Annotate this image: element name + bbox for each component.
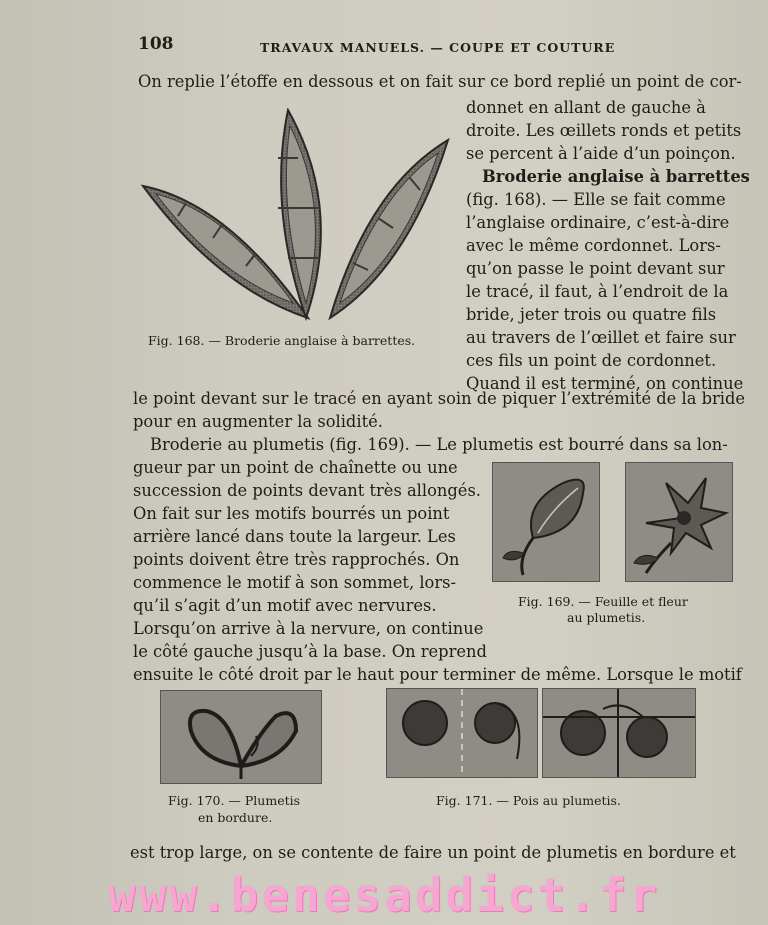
- leaf-right: [330, 140, 448, 318]
- text-line: ces fils un point de cordonnet.: [466, 351, 717, 370]
- section-heading: Broderie anglaise à barrettes: [482, 167, 750, 186]
- figure-169-caption-line2: au plumetis.: [567, 610, 646, 625]
- figure-171-right: [542, 688, 696, 778]
- figure-170-illustration: [160, 690, 322, 784]
- text-line: Lorsqu’on arrive à la nervure, on continue: [133, 619, 484, 638]
- text-line: On replie l’étoffe en dessous et on fait sur ce bord replié un point de cor-: [138, 72, 742, 91]
- text-line: au travers de l’œillet et faire sur: [466, 328, 736, 347]
- text-line: l’anglaise ordinaire, c’est-à-dire: [466, 213, 730, 232]
- text-line: Quand il est terminé, on continue: [466, 374, 744, 393]
- text-line: qu’il s’agit d’un motif avec nervures.: [133, 596, 437, 615]
- figure-171-left: [386, 688, 538, 778]
- text-line: donnet en allant de gauche à: [466, 98, 706, 117]
- text-line: se percent à l’aide d’un poinçon.: [466, 144, 736, 163]
- figure-168-caption: Fig. 168. — Broderie anglaise à barrettes.: [148, 333, 416, 348]
- text-line: Broderie au plumetis (fig. 169). — Le plumetis est bourré dans sa lon-: [150, 435, 728, 454]
- text-line: le côté gauche jusqu’à la base. On reprend: [133, 642, 487, 661]
- text-line: commence le motif à son sommet, lors-: [133, 573, 456, 592]
- text-line: le tracé, il faut, à l’endroit de la: [466, 282, 729, 301]
- text-line: (fig. 168). — Elle se fait comme: [466, 190, 726, 209]
- text-line: pour en augmenter la solidité.: [133, 412, 383, 431]
- text-line: gueur par un point de chaînette ou une: [133, 458, 458, 477]
- page-number: 108: [138, 34, 174, 54]
- text-line: avec le même cordonnet. Lors-: [466, 236, 721, 255]
- figure-170-caption: Fig. 170. — Plumetis: [168, 793, 301, 808]
- text-line: qu’on passe le point devant sur: [466, 259, 725, 278]
- figure-168-illustration: [138, 108, 456, 326]
- figure-171-caption: Fig. 171. — Pois au plumetis.: [436, 793, 621, 808]
- text-line: droite. Les œillets ronds et petits: [466, 121, 742, 140]
- text-line: est trop large, on se contente de faire un point de plumetis en bordure et: [130, 843, 736, 862]
- running-title: TRAVAUX MANUELS. — COUPE ET COUTURE: [260, 40, 616, 55]
- text-line: le point devant sur le tracé en ayant soin de piquer l’extrémité de la bride: [133, 389, 746, 408]
- text-line: arrière lancé dans toute la largeur. Les: [133, 527, 456, 546]
- text-line: succession de points devant très allongés.: [133, 481, 481, 500]
- figure-170-caption-line2: en bordure.: [198, 810, 273, 825]
- text-line: bride, jeter trois ou quatre fils: [466, 305, 717, 324]
- figure-169-flower: [625, 462, 733, 582]
- figure-169-leaf: [492, 462, 600, 582]
- text-line: On fait sur les motifs bourrés un point: [133, 504, 450, 523]
- page-header: [138, 34, 738, 56]
- text-line: points doivent être très rapprochés. On: [133, 550, 460, 569]
- text-line: ensuite le côté droit par le haut pour terminer de même. Lorsque le motif: [133, 665, 742, 684]
- figure-169-caption: Fig. 169. — Feuille et fleur: [518, 594, 688, 609]
- watermark: www.benesaddict.fr: [107, 868, 661, 922]
